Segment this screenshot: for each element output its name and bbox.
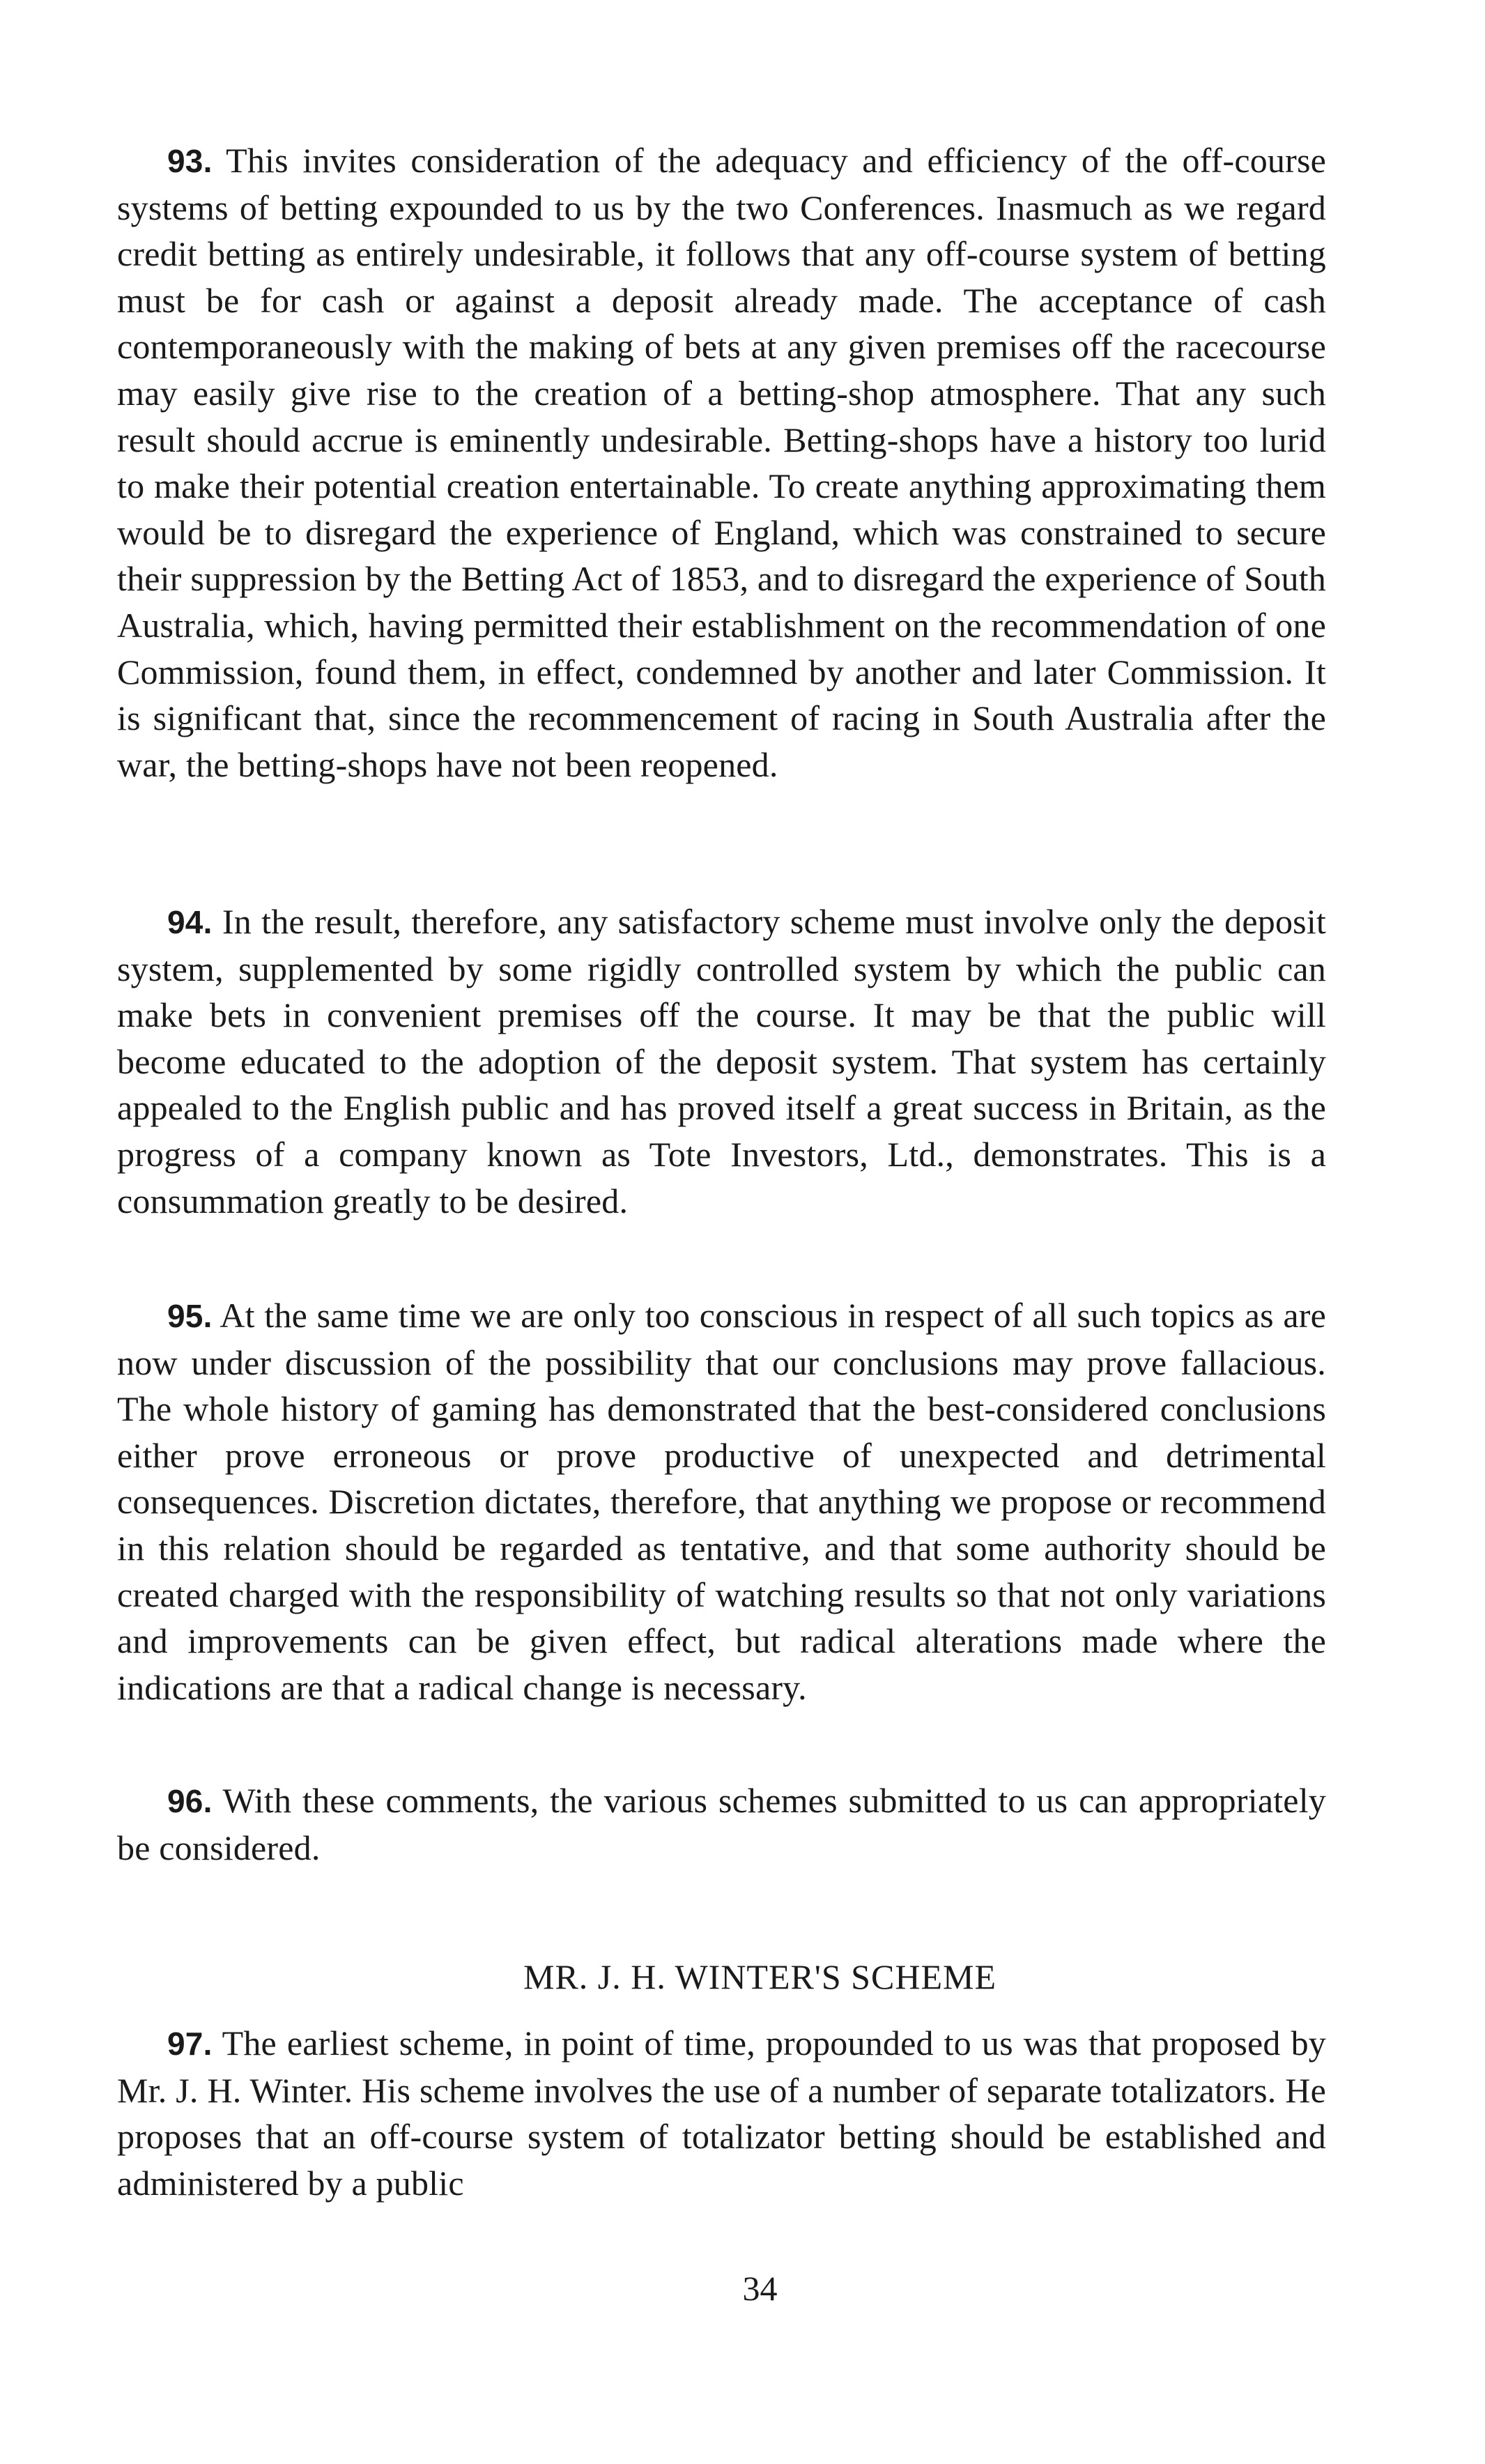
paragraph-text: This invites consideration of the adequacy and efficiency of the off-course systems of betting expounded to us by the two Conferences. Inasmuch as we regard credit betting as entirely undesirable, it follows that any off-course system of betting must be for cash or against a deposit already made. The acceptance of cash contemporaneously with the making of bets at any given premises off the racecourse may easily give rise to the creation of a betting-shop atmosphere. That any such result should accrue is eminently undesirable. Betting-shops have a history too lurid to make their potential creation entertainable. To create anything approximating them would be to disregard the experience of England, which was constrained to secure their suppression by the Betting Act of 1853, and to disregard the experience of South Australia, which, having permitted their establishment on the recommendation of one Commission, found them, in effect, condemned by another and later Commission. It is significant that, since the recommencement of racing in South Australia after the war, the betting-shops have not been reopened. — [117, 141, 1327, 784]
paragraph-number: 97. — [167, 2026, 213, 2062]
section-heading: MR. J. H. WINTER'S SCHEME — [523, 1957, 997, 1996]
paragraph-text: In the result, therefore, any satisfactory scheme must involve only the deposit system, supplemented by some rigidly controlled system by which the public can make bets in convenient premises off the course. It may be that the public will become educated to the adoption of the deposit system. That system has certainly appealed to the English public and has proved itself a great success in Britain, as the progress of a company known as Tote Investors, Ltd., demonstrates. This is a consummation greatly to be desired. — [117, 902, 1326, 1220]
paragraph-number: 96. — [167, 1783, 213, 1819]
page-number: 34 — [742, 2269, 778, 2308]
paragraph-97 — [117, 2020, 1326, 2206]
paragraph-number: 94. — [167, 904, 213, 940]
paragraph-93 — [117, 137, 1326, 788]
paragraph-95 — [117, 1292, 1326, 1711]
paragraph-94 — [117, 898, 1326, 1224]
paragraph-text: With these comments, the various schemes submitted to us can appropriately be considered. — [117, 1781, 1326, 1867]
paragraph-96 — [117, 1777, 1326, 1871]
paragraph-text: The earliest scheme, in point of time, propounded to us was that proposed by Mr. J. H. Winter. His scheme involves the use of a number of separate totalizators. He proposes that an off-course system of totalizator betting should be established and administered by a public — [117, 2023, 1326, 2203]
paragraph-number: 93. — [167, 143, 213, 179]
paragraph-text: At the same time we are only too conscious in respect of all such topics as are now under discussion of the possibility that our conclusions may prove fallacious. The whole history of gaming has demonstrated that the best-considered conclusions either prove erroneous or prove productive of unexpected and detrimental consequences. Discretion dictates, therefore, that anything we propose or recommend in this relation should be regarded as tentative, and that some authority should be created charged with the responsibility of watching results so that not only variations and improvements can be given effect, but radical alterations made where the indications are that a radical change is necessary. — [117, 1296, 1326, 1707]
paragraph-number: 95. — [167, 1298, 213, 1334]
